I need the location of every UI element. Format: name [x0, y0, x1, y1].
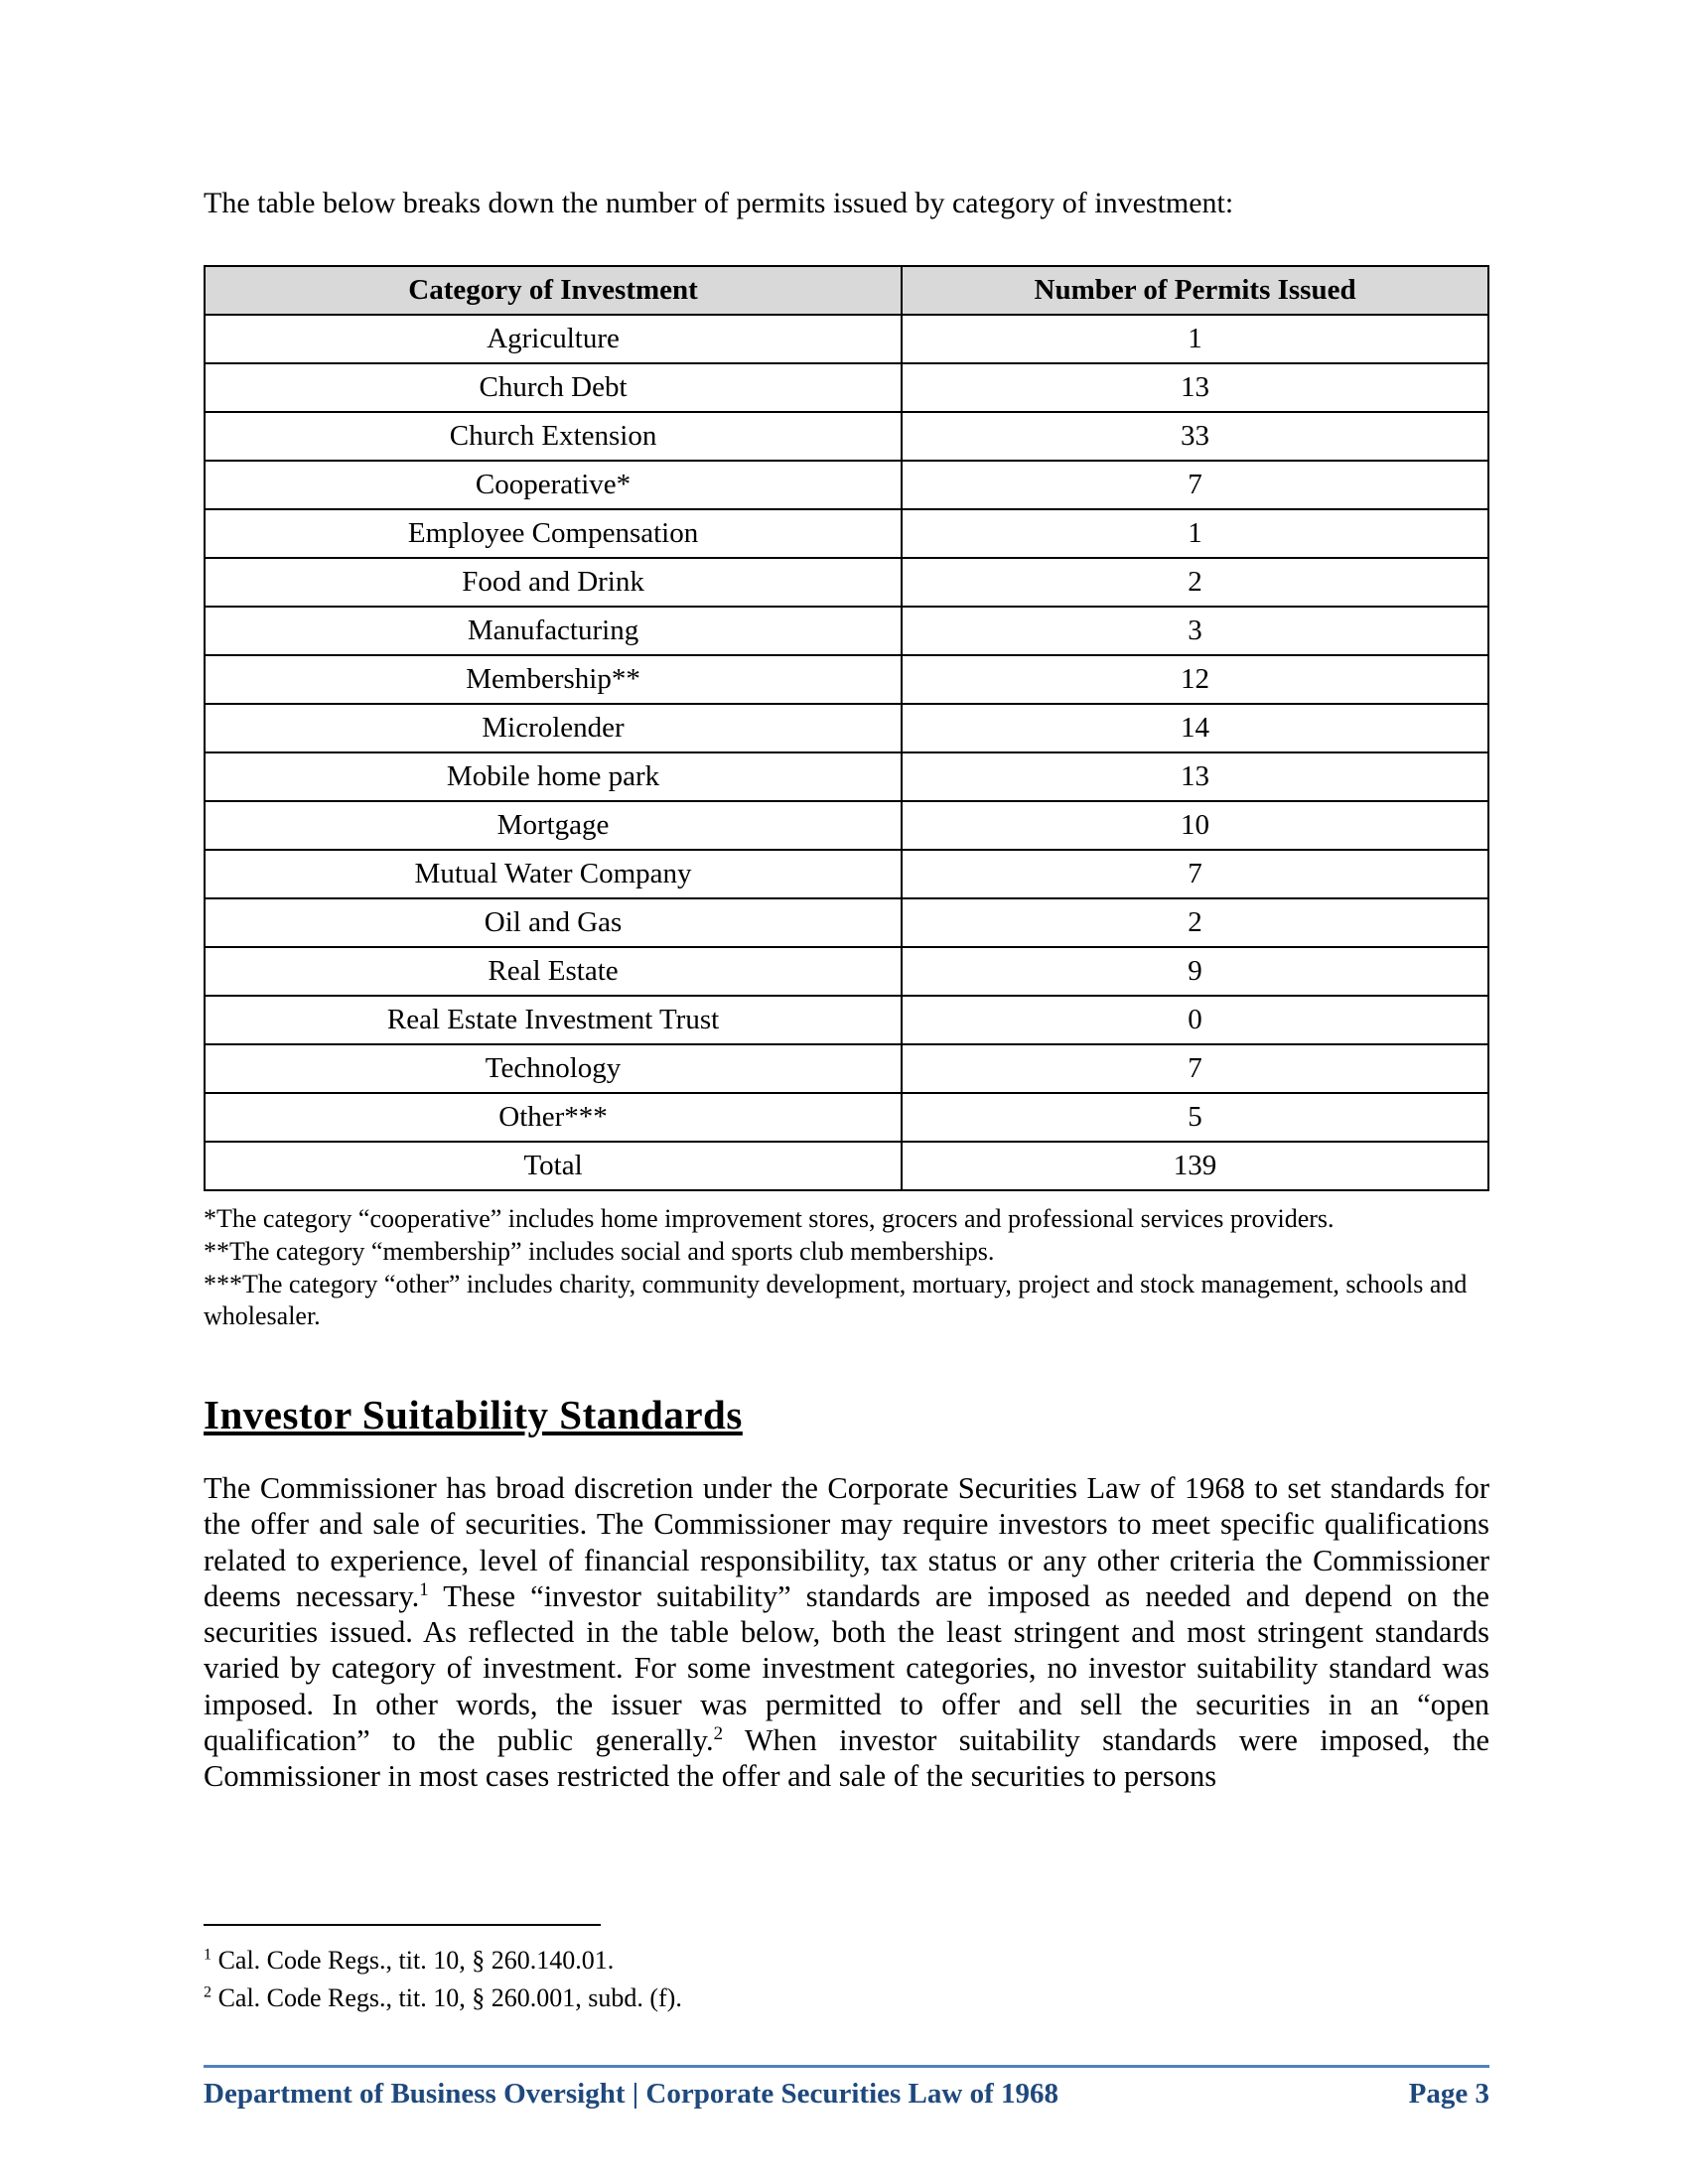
category-cell: Mobile home park	[205, 752, 902, 801]
category-cell: Technology	[205, 1044, 902, 1093]
permits-count-cell: 7	[902, 461, 1488, 509]
paragraph-text-2: These “investor suitability” standards are imposed as needed and depend on the securities issued. As reflected in the table below, both the least stringent and most stringent standards varied by category of investment. For some investment categories, no investor suitability standard was imposed. In other words, the issuer was permitted to offer and sell the securities in an “open qualification” to the public generally.	[204, 1578, 1489, 1757]
category-cell: Manufacturing	[205, 607, 902, 655]
table-note: **The category “membership” includes social and sports club memberships.	[204, 1236, 995, 1266]
section-heading: Investor Suitability Standards	[204, 1392, 743, 1437]
table-row	[205, 1093, 1488, 1142]
permits-count-cell: 9	[902, 947, 1488, 996]
category-cell: Food and Drink	[205, 558, 902, 607]
table-row	[205, 996, 1488, 1044]
permits-count-cell: 139	[902, 1142, 1488, 1190]
table-row	[205, 801, 1488, 850]
paragraph-text-1: The Commissioner has broad discretion under the Corporate Securities Law of 1968 to set standards for the offer and sale of securities. The Commissioner may require investors to meet specific qualifications related to experience, level of financial responsibility, tax status or any other criteria the Commissioner deems necessary.	[204, 1471, 1489, 1613]
table-row	[205, 509, 1488, 558]
permits-count-cell: 3	[902, 607, 1488, 655]
table-header-category: Category of Investment	[205, 266, 902, 315]
category-cell: Church Extension	[205, 412, 902, 461]
category-cell: Oil and Gas	[205, 898, 902, 947]
table-row	[205, 607, 1488, 655]
permits-count-cell: 33	[902, 412, 1488, 461]
footer-page-number: Page 3	[1408, 2078, 1489, 2110]
category-cell: Real Estate Investment Trust	[205, 996, 902, 1044]
permits-count-cell: 13	[902, 752, 1488, 801]
permits-count-cell: 1	[902, 315, 1488, 363]
footnote-ref-2: 2	[713, 1722, 724, 1744]
category-cell: Microlender	[205, 704, 902, 752]
category-cell: Total	[205, 1142, 902, 1190]
permits-count-cell: 7	[902, 1044, 1488, 1093]
table-row	[205, 412, 1488, 461]
footnote: $^2$ Cal. Code Regs., tit. 10, § 260.001, subd. (f).	[204, 1982, 682, 2012]
footnote-number: 1	[204, 1946, 212, 1964]
footnote-number: 2	[204, 1983, 212, 2001]
footnotes-list	[204, 1942, 1489, 2016]
footnote-ref-1: 1	[419, 1578, 429, 1600]
category-cell: Membership**	[205, 655, 902, 704]
table-row	[205, 558, 1488, 607]
footer-document-title: Department of Business Oversight | Corporate Securities Law of 1968	[204, 2078, 1058, 2110]
table-row	[205, 898, 1488, 947]
table-row	[205, 315, 1488, 363]
permits-table	[204, 265, 1489, 1191]
table-header-row	[205, 266, 1488, 315]
permits-count-cell: 2	[902, 558, 1488, 607]
table-row	[205, 752, 1488, 801]
footnote: $^1$ Cal. Code Regs., tit. 10, § 260.140.01.	[204, 1946, 615, 1975]
table-note: *The category “cooperative” includes home improvement stores, grocers and professional services providers.	[204, 1204, 1335, 1233]
table-row	[205, 363, 1488, 412]
paragraph-text-3: When investor suitability standards were imposed, the Commissioner in most cases restricted the offer and sale of the securities to persons	[204, 1722, 1489, 1794]
category-cell: Cooperative*	[205, 461, 902, 509]
category-cell: Agriculture	[205, 315, 902, 363]
permits-count-cell: 7	[902, 850, 1488, 898]
page-content	[204, 0, 1489, 1795]
permits-table-head	[205, 266, 1488, 315]
table-header-permits: Number of Permits Issued	[902, 266, 1488, 315]
category-cell: Church Debt	[205, 363, 902, 412]
category-cell: Mutual Water Company	[205, 850, 902, 898]
category-cell: Real Estate	[205, 947, 902, 996]
table-notes	[204, 1203, 1489, 1333]
permits-count-cell: 0	[902, 996, 1488, 1044]
footnotes-block	[204, 1924, 1489, 2016]
footnote-separator	[204, 1924, 601, 1926]
table-note: ***The category “other” includes charity, community development, mortuary, project and stock management, schools and wholesaler.	[204, 1269, 1468, 1331]
permits-count-cell: 14	[902, 704, 1488, 752]
page-footer	[204, 2065, 1489, 2111]
table-row	[205, 704, 1488, 752]
permits-count-cell: 2	[902, 898, 1488, 947]
table-row	[205, 850, 1488, 898]
table-row	[205, 1044, 1488, 1093]
table-row	[205, 947, 1488, 996]
intro-text: The table below breaks down the number of permits issued by category of investment:	[204, 187, 1234, 219]
permits-count-cell: 1	[902, 509, 1488, 558]
table-row	[205, 655, 1488, 704]
category-cell: Mortgage	[205, 801, 902, 850]
category-cell: Employee Compensation	[205, 509, 902, 558]
permits-table-body	[205, 315, 1488, 1190]
permits-count-cell: 10	[902, 801, 1488, 850]
table-row	[205, 461, 1488, 509]
body-paragraph	[204, 1470, 1489, 1795]
category-cell: Other***	[205, 1093, 902, 1142]
table-row-total	[205, 1142, 1488, 1190]
permits-count-cell: 5	[902, 1093, 1488, 1142]
permits-count-cell: 13	[902, 363, 1488, 412]
permits-count-cell: 12	[902, 655, 1488, 704]
